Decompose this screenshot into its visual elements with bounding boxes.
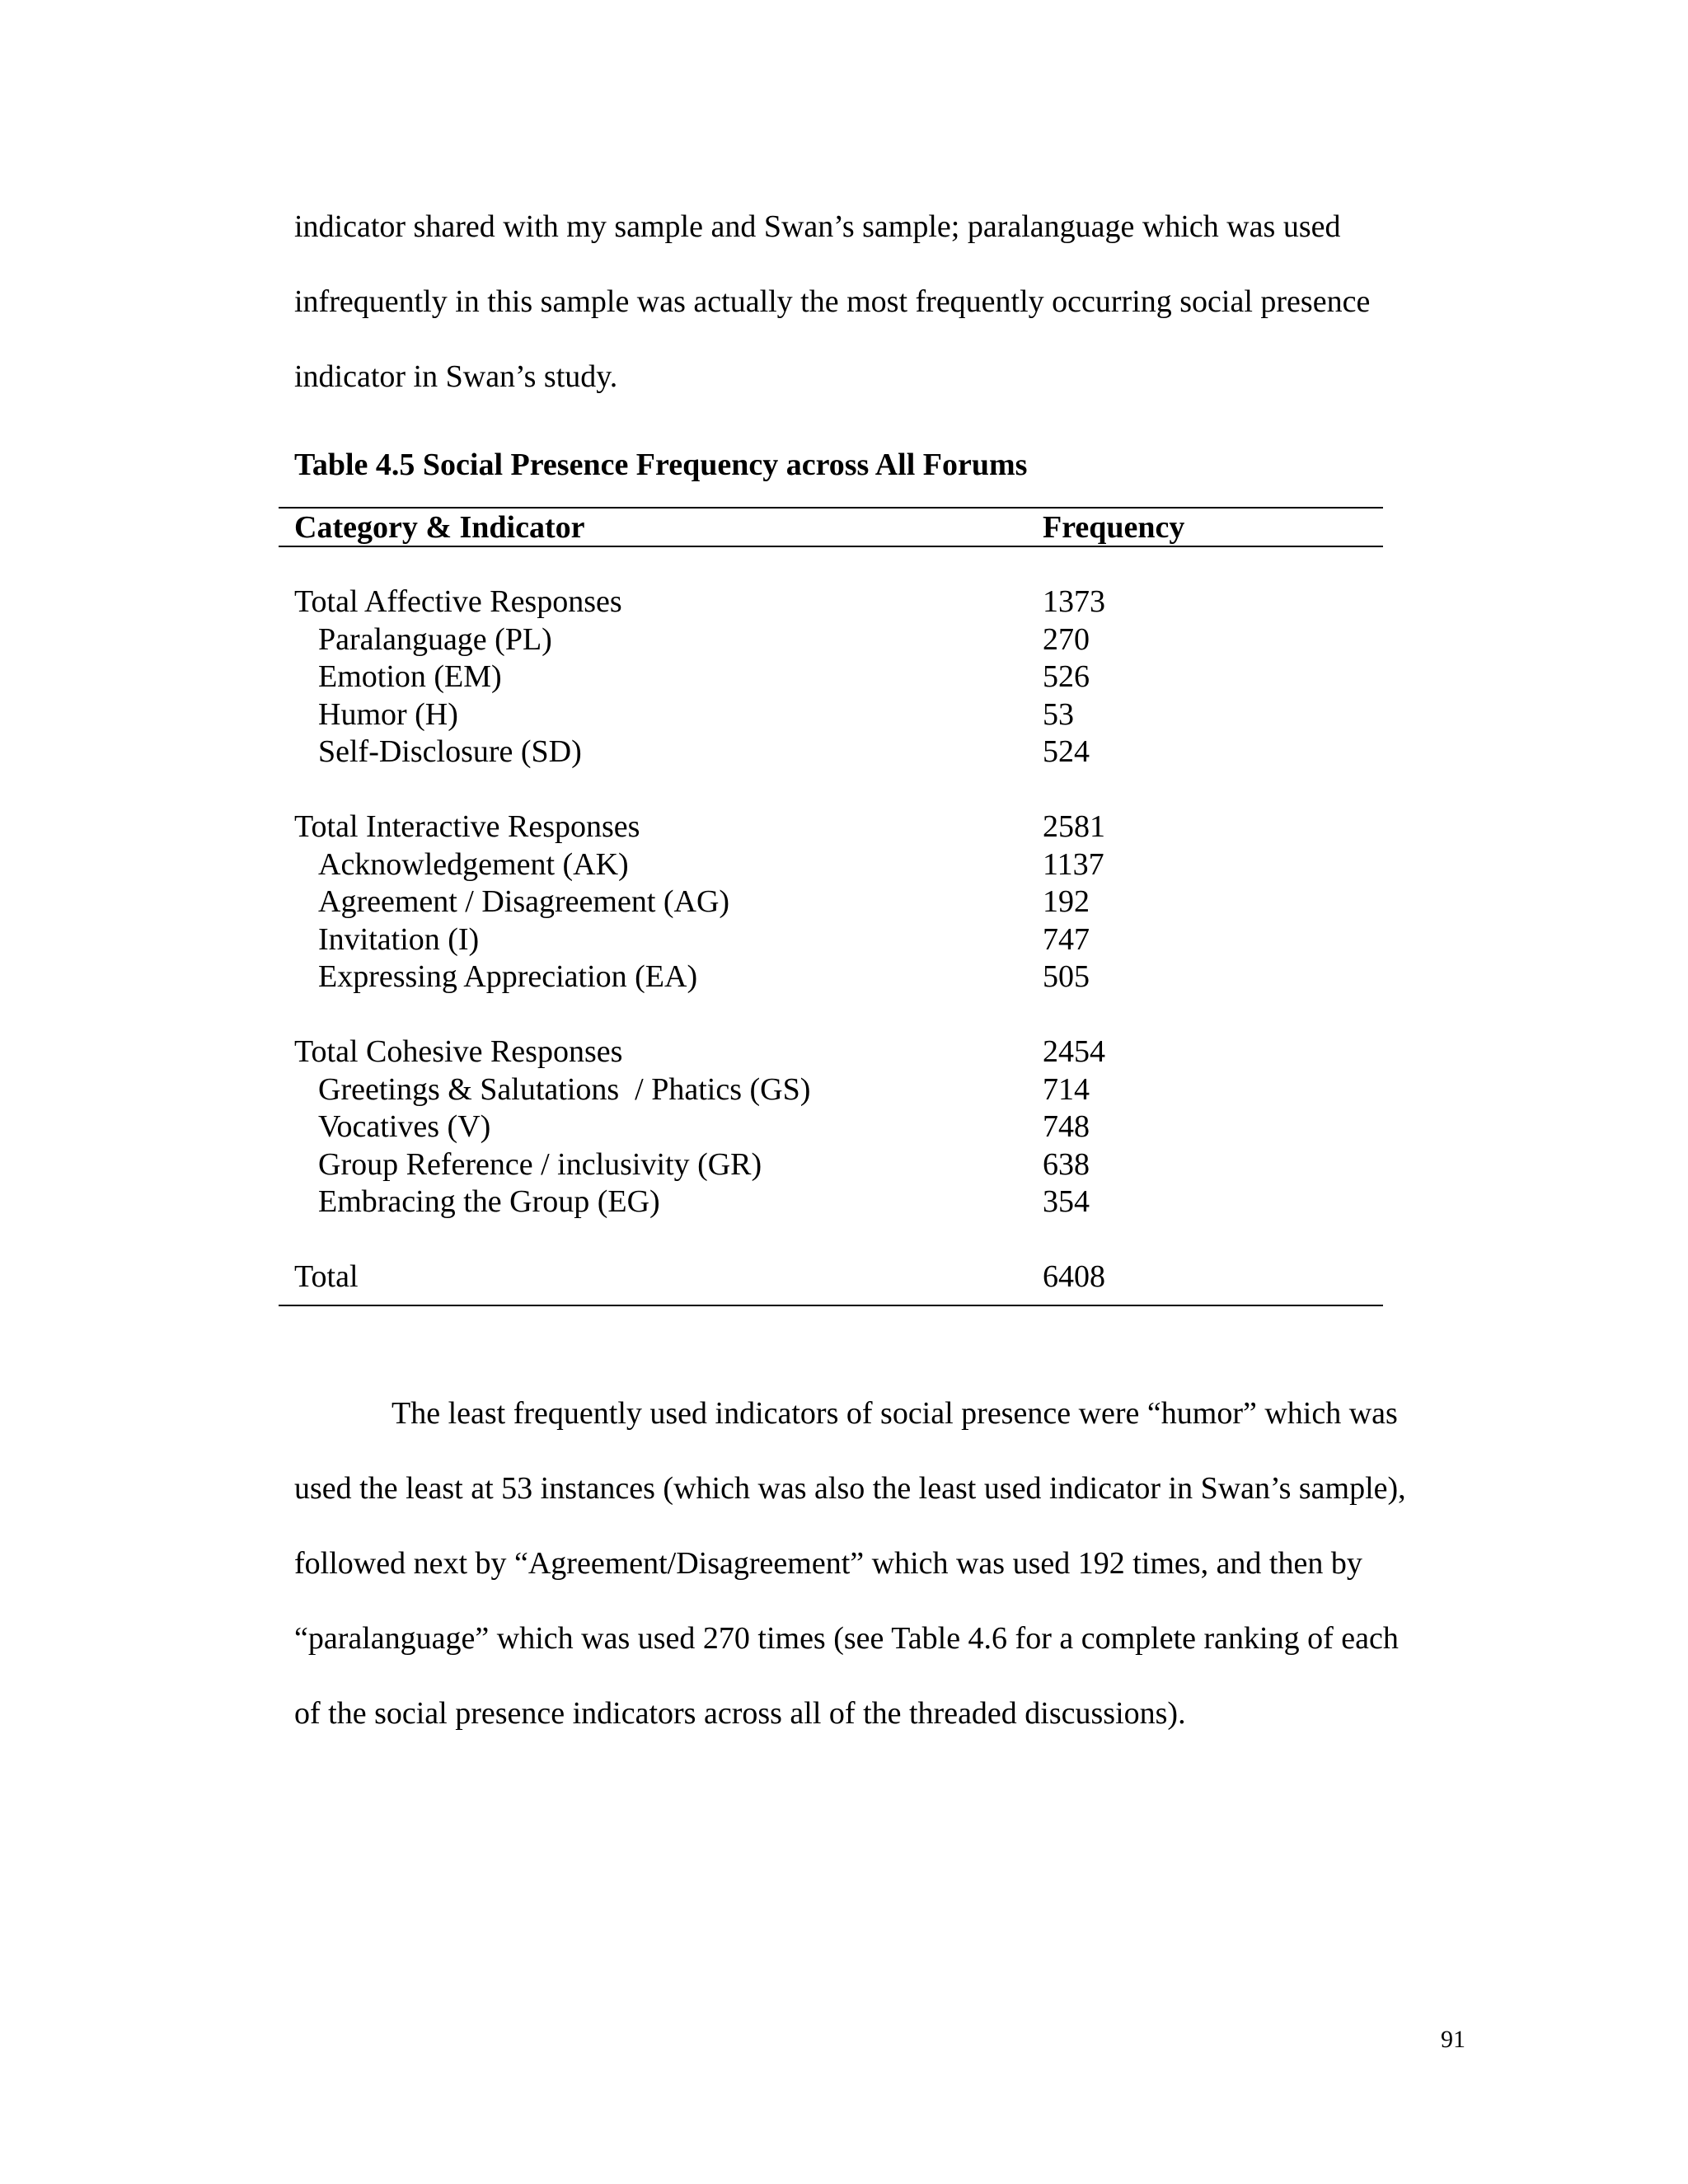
- row-value: 526: [1043, 659, 1090, 695]
- table-row-grand-total: [294, 1258, 1382, 1296]
- row-label: Vocatives (V): [318, 1109, 491, 1145]
- row-label: Group Reference / inclusivity (GR): [318, 1146, 762, 1182]
- row-value: 748: [1043, 1109, 1090, 1145]
- row-value: 638: [1043, 1146, 1090, 1182]
- row-label: Invitation (I): [318, 921, 480, 957]
- paragraph-line: infrequently in this sample was actually the most frequently occurring social presence: [294, 284, 1371, 319]
- row-label: Expressing Appreciation (EA): [318, 959, 698, 995]
- table-row: [294, 1146, 1382, 1184]
- row-label: Self-Disclosure (SD): [318, 734, 582, 770]
- page-number: 91: [1441, 2026, 1465, 2053]
- intro-paragraph: [294, 190, 1465, 415]
- row-label: Total: [294, 1258, 359, 1294]
- body-paragraph: [294, 1376, 1465, 1751]
- table-group-interactive: [294, 808, 1382, 996]
- row-label: Embracing the Group (EG): [318, 1184, 660, 1220]
- paragraph-line: indicator shared with my sample and Swan’s sample; paralanguage which was used: [294, 209, 1341, 244]
- table-header-rule: [279, 546, 1383, 547]
- row-value: 1137: [1043, 846, 1104, 882]
- paragraph-first-line: [294, 1376, 1465, 1451]
- row-label: Acknowledgement (AK): [318, 846, 629, 882]
- row-value: 6408: [1043, 1258, 1105, 1294]
- row-label: Total Affective Responses: [294, 584, 622, 619]
- table-row: [294, 883, 1382, 921]
- row-value: 2581: [1043, 808, 1105, 844]
- row-label: Total Interactive Responses: [294, 808, 640, 844]
- paragraph-line: indicator in Swan’s study.: [294, 359, 618, 394]
- paragraph-line: The least frequently used indicators of social presence were “humor” which was: [392, 1396, 1398, 1431]
- row-value: 747: [1043, 921, 1090, 957]
- row-label: Greetings & Salutations / Phatics (GS): [318, 1071, 811, 1107]
- row-value: 192: [1043, 884, 1090, 920]
- table-row: [294, 846, 1382, 884]
- table-row: [294, 958, 1382, 996]
- table-row-total: [294, 1033, 1382, 1071]
- row-value: 2454: [1043, 1033, 1105, 1069]
- table-body: [294, 583, 1382, 1296]
- row-value: 714: [1043, 1071, 1090, 1107]
- row-value: 270: [1043, 621, 1090, 657]
- header-frequency: Frequency: [1043, 510, 1185, 545]
- paragraph-line: followed next by “Agreement/Disagreement” which was used 192 times, and then by: [294, 1546, 1362, 1581]
- row-label: Paralanguage (PL): [318, 621, 552, 657]
- paragraph-line: used the least at 53 instances (which was also the least used indicator in Swan’s sample),: [294, 1471, 1406, 1506]
- paragraph-line: “paralanguage” which was used 270 times (see Table 4.6 for a complete ranking of each: [294, 1621, 1399, 1656]
- row-label: Agreement / Disagreement (AG): [318, 884, 730, 920]
- table-group-affective: [294, 583, 1382, 771]
- row-value: 53: [1043, 696, 1074, 732]
- table-row: [294, 733, 1382, 771]
- table-row: [294, 621, 1382, 659]
- table-row: [294, 1108, 1382, 1146]
- table-row: [294, 1183, 1382, 1221]
- row-label: Humor (H): [318, 696, 458, 732]
- table-bottom-rule: [279, 1305, 1383, 1306]
- table-row-total: [294, 808, 1382, 846]
- table-caption: Table 4.5 Social Presence Frequency across All Forums: [294, 448, 1028, 482]
- table-group-cohesive: [294, 1033, 1382, 1221]
- header-category: Category & Indicator: [294, 510, 585, 545]
- table-row: [294, 658, 1382, 696]
- paragraph-line: of the social presence indicators across all of the threaded discussions).: [294, 1696, 1186, 1731]
- row-label: Total Cohesive Responses: [294, 1033, 623, 1069]
- row-value: 524: [1043, 734, 1090, 770]
- row-value: 505: [1043, 959, 1090, 995]
- table-row: [294, 1071, 1382, 1109]
- table-row: [294, 696, 1382, 734]
- table-row-total: [294, 583, 1382, 621]
- table-row: [294, 921, 1382, 959]
- row-value: 1373: [1043, 584, 1105, 619]
- row-label: Emotion (EM): [318, 659, 502, 695]
- row-value: 354: [1043, 1184, 1090, 1220]
